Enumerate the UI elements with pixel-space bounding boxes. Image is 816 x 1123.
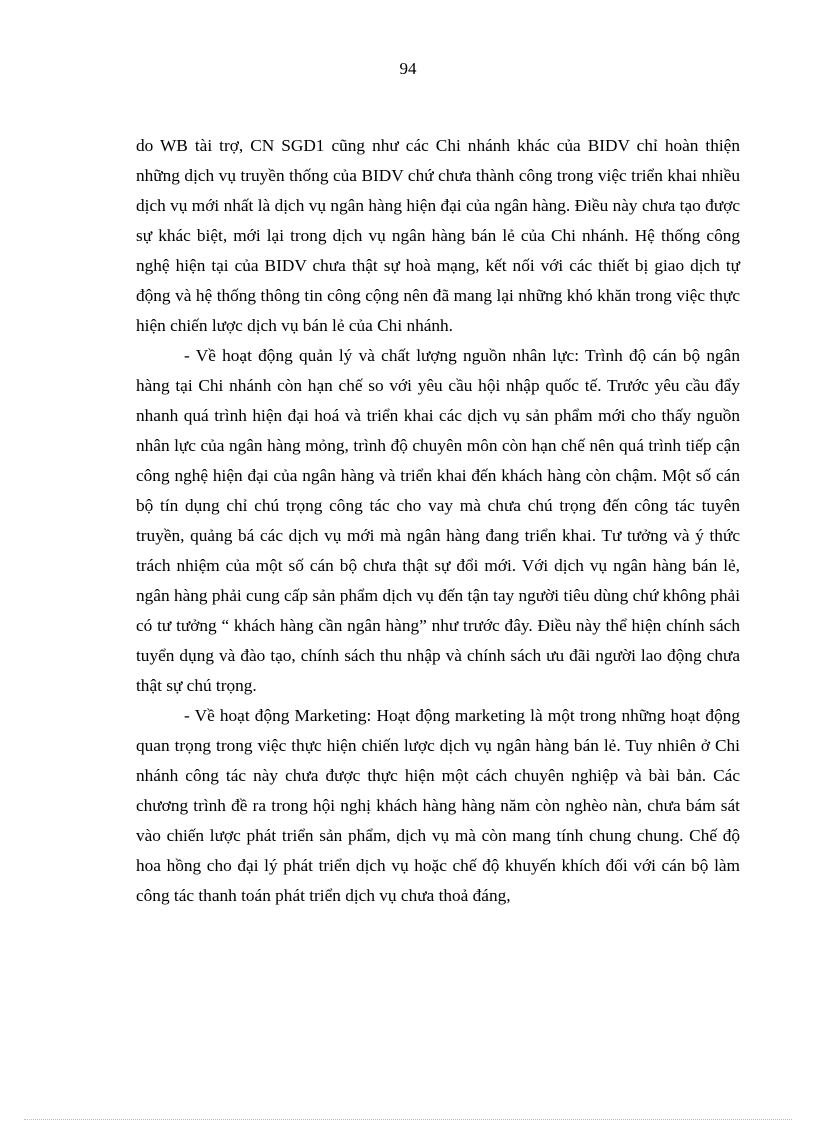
paragraph-human-resources: - Về hoạt động quản lý và chất lượng nguồn nhân lực: Trình độ cán bộ ngân hàng tại Chi nhánh còn hạn chế so với yêu cầu hội nhập quốc tế. Trước yêu cầu đẩy nhanh quá trình hiện đại hoá và triển khai các dịch vụ sản phẩm mới cho thấy nguồn nhân lực của ngân hàng mỏng, trình độ chuyên môn còn hạn chế nên quá trình tiếp cận công nghệ hiện đại của ngân hàng và triển khai đến khách hàng còn chậm. Một số cán bộ tín dụng chỉ chú trọng công tác cho vay mà chưa chú trọng đến công tác tuyên truyền, quảng bá các dịch vụ mới mà ngân hàng đang triển khai. Tư tưởng và ý thức trách nhiệm của một số cán bộ chưa thật sự đổi mới. Với dịch vụ ngân hàng bán lẻ, ngân hàng phải cung cấp sản phẩm dịch vụ đến tận tay người tiêu dùng chứ không phải có tư tưởng “ khách hàng cần ngân hàng” như trước đây. Điều này thể hiện chính sách tuyển dụng và đào tạo, chính sách thu nhập và chính sách ưu đãi người lao động chưa thật sự chú trọng.	[136, 346, 740, 695]
page-bottom-divider	[24, 1119, 792, 1120]
paragraph-marketing: - Về hoạt động Marketing: Hoạt động marketing là một trong những hoạt động quan trọng trong việc thực hiện chiến lược dịch vụ ngân hàng bán lẻ. Tuy nhiên ở Chi nhánh công tác này chưa được thực hiện một cách chuyên nghiệp và bài bản. Các chương trình đề ra trong hội nghị khách hàng hàng năm còn nghèo nàn, chưa bám sát vào chiến lược phát triển sản phẩm, dịch vụ mà còn mang tính chung chung. Chế độ hoa hồng cho đại lý phát triển dịch vụ hoặc chế độ khuyến khích đối với cán bộ làm công tác thanh toán phát triển dịch vụ chưa thoả đáng,	[136, 706, 740, 905]
page-number: 94	[399, 59, 417, 78]
body-text	[136, 131, 740, 911]
paragraph-continuation: do WB tài trợ, CN SGD1 cũng như các Chi nhánh khác của BIDV chỉ hoàn thiện những dịch vụ truyền thống của BIDV chứ chưa thành công trong việc triển khai nhiều dịch vụ mới nhất là dịch vụ ngân hàng hiện đại của ngân hàng. Điều này chưa tạo được sự khác biệt, mới lại trong dịch vụ ngân hàng bán lẻ của Chi nhánh. Hệ thống công nghệ hiện tại của BIDV chưa thật sự hoà mạng, kết nối với các thiết bị giao dịch tự động và hệ thống thông tin công cộng nên đã mang lại những khó khăn trong việc thực hiện chiến lược dịch vụ bán lẻ của Chi nhánh.	[136, 136, 740, 335]
